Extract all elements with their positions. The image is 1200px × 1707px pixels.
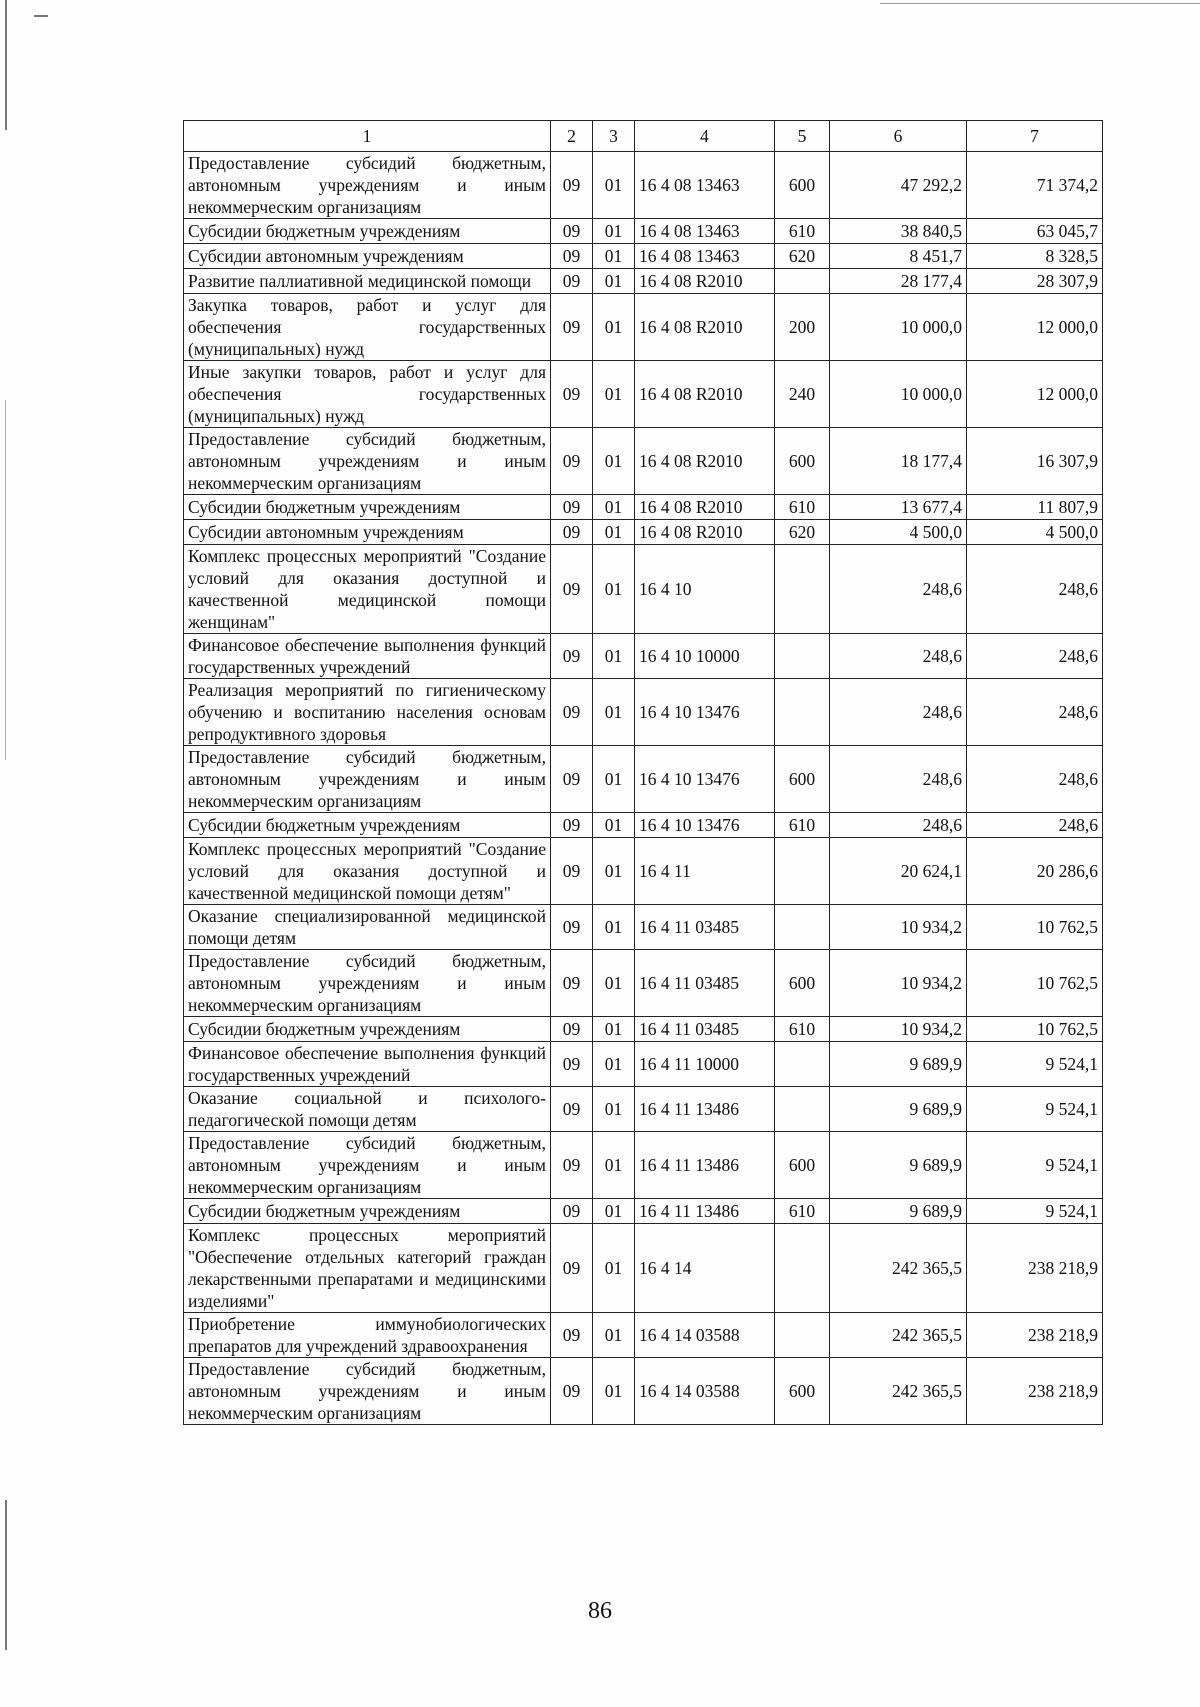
target-article-cell: 16 4 08 R2010 (635, 269, 775, 294)
expense-type-cell (775, 545, 830, 634)
amount-year2-cell: 248,6 (967, 746, 1103, 813)
amount-year1-cell: 10 000,0 (830, 294, 967, 361)
target-article-cell: 16 4 08 13463 (635, 219, 775, 244)
amount-year2-cell: 10 762,5 (967, 1017, 1103, 1042)
amount-year1-cell: 248,6 (830, 746, 967, 813)
table-row (184, 1199, 1103, 1224)
subsection-code-cell: 01 (593, 1132, 635, 1199)
amount-year2-cell: 248,6 (967, 813, 1103, 838)
subsection-code-cell: 01 (593, 1224, 635, 1313)
amount-year2-cell: 71 374,2 (967, 152, 1103, 219)
item-name-cell: Комплекс процессных мероприятий "Создание условий для оказания доступной и качественной медицинской помощи женщинам" (184, 545, 551, 634)
expense-type-cell (775, 634, 830, 679)
target-article-cell: 16 4 08 R2010 (635, 294, 775, 361)
item-name-cell: Предоставление субсидий бюджетным, автономным учреждениям и иным некоммерческим организациям (184, 1132, 551, 1199)
expense-type-cell (775, 1224, 830, 1313)
section-code-cell: 09 (551, 634, 593, 679)
section-code-cell: 09 (551, 1224, 593, 1313)
amount-year2-cell: 248,6 (967, 545, 1103, 634)
target-article-cell: 16 4 10 10000 (635, 634, 775, 679)
target-article-cell: 16 4 10 (635, 545, 775, 634)
amount-year1-cell: 20 624,1 (830, 838, 967, 905)
item-name-cell: Развитие паллиативной медицинской помощи (184, 269, 551, 294)
subsection-code-cell: 01 (593, 1199, 635, 1224)
section-code-cell: 09 (551, 905, 593, 950)
section-code-cell: 09 (551, 1017, 593, 1042)
expense-type-cell: 600 (775, 1132, 830, 1199)
item-name-cell: Субсидии бюджетным учреждениям (184, 813, 551, 838)
target-article-cell: 16 4 14 03588 (635, 1358, 775, 1425)
target-article-cell: 16 4 11 (635, 838, 775, 905)
section-code-cell: 09 (551, 1042, 593, 1087)
table-row (184, 679, 1103, 746)
amount-year1-cell: 10 000,0 (830, 361, 967, 428)
item-name-cell: Финансовое обеспечение выполнения функций государственных учреждений (184, 1042, 551, 1087)
table-row (184, 1017, 1103, 1042)
amount-year1-cell: 10 934,2 (830, 950, 967, 1017)
subsection-code-cell: 01 (593, 219, 635, 244)
expense-type-cell (775, 1313, 830, 1358)
amount-year2-cell: 9 524,1 (967, 1199, 1103, 1224)
expense-type-cell (775, 679, 830, 746)
amount-year1-cell: 9 689,9 (830, 1132, 967, 1199)
section-code-cell: 09 (551, 428, 593, 495)
subsection-code-cell: 01 (593, 545, 635, 634)
subsection-code-cell: 01 (593, 1042, 635, 1087)
amount-year1-cell: 13 677,4 (830, 495, 967, 520)
scan-dash (34, 15, 48, 17)
subsection-code-cell: 01 (593, 1358, 635, 1425)
table-row (184, 361, 1103, 428)
amount-year1-cell: 242 365,5 (830, 1358, 967, 1425)
subsection-code-cell: 01 (593, 269, 635, 294)
amount-year2-cell: 20 286,6 (967, 838, 1103, 905)
subsection-code-cell: 01 (593, 905, 635, 950)
item-name-cell: Закупка товаров, работ и услуг для обеспечения государственных (муниципальных) нужд (184, 294, 551, 361)
table-row (184, 1042, 1103, 1087)
column-header: 6 (830, 121, 967, 152)
amount-year2-cell: 238 218,9 (967, 1224, 1103, 1313)
section-code-cell: 09 (551, 219, 593, 244)
expense-type-cell: 600 (775, 1358, 830, 1425)
expense-type-cell: 200 (775, 294, 830, 361)
amount-year1-cell: 248,6 (830, 634, 967, 679)
budget-table (183, 120, 1103, 1425)
subsection-code-cell: 01 (593, 294, 635, 361)
target-article-cell: 16 4 08 R2010 (635, 520, 775, 545)
amount-year1-cell: 28 177,4 (830, 269, 967, 294)
section-code-cell: 09 (551, 1087, 593, 1132)
scan-margin-line (5, 1500, 7, 1650)
table-row (184, 545, 1103, 634)
subsection-code-cell: 01 (593, 520, 635, 545)
target-article-cell: 16 4 11 03485 (635, 1017, 775, 1042)
section-code-cell: 09 (551, 495, 593, 520)
table-row (184, 950, 1103, 1017)
item-name-cell: Предоставление субсидий бюджетным, автономным учреждениям и иным некоммерческим организациям (184, 1358, 551, 1425)
amount-year2-cell: 11 807,9 (967, 495, 1103, 520)
target-article-cell: 16 4 11 13486 (635, 1199, 775, 1224)
table-header-row (184, 121, 1103, 152)
amount-year1-cell: 10 934,2 (830, 1017, 967, 1042)
item-name-cell: Оказание специализированной медицинской помощи детям (184, 905, 551, 950)
section-code-cell: 09 (551, 950, 593, 1017)
table-row (184, 813, 1103, 838)
target-article-cell: 16 4 10 13476 (635, 746, 775, 813)
amount-year1-cell: 248,6 (830, 813, 967, 838)
scan-margin-line (5, 400, 6, 760)
item-name-cell: Предоставление субсидий бюджетным, автономным учреждениям и иным некоммерческим организациям (184, 152, 551, 219)
target-article-cell: 16 4 14 03588 (635, 1313, 775, 1358)
expense-type-cell: 600 (775, 746, 830, 813)
amount-year1-cell: 242 365,5 (830, 1313, 967, 1358)
amount-year1-cell: 9 689,9 (830, 1087, 967, 1132)
table-row (184, 269, 1103, 294)
target-article-cell: 16 4 11 10000 (635, 1042, 775, 1087)
subsection-code-cell: 01 (593, 361, 635, 428)
expense-type-cell: 610 (775, 495, 830, 520)
item-name-cell: Субсидии бюджетным учреждениям (184, 1199, 551, 1224)
section-code-cell: 09 (551, 746, 593, 813)
column-header: 2 (551, 121, 593, 152)
amount-year2-cell: 12 000,0 (967, 294, 1103, 361)
target-article-cell: 16 4 11 13486 (635, 1087, 775, 1132)
section-code-cell: 09 (551, 152, 593, 219)
section-code-cell: 09 (551, 361, 593, 428)
column-header: 5 (775, 121, 830, 152)
section-code-cell: 09 (551, 545, 593, 634)
amount-year2-cell: 4 500,0 (967, 520, 1103, 545)
table-row (184, 838, 1103, 905)
target-article-cell: 16 4 10 13476 (635, 679, 775, 746)
amount-year1-cell: 248,6 (830, 545, 967, 634)
section-code-cell: 09 (551, 1358, 593, 1425)
item-name-cell: Оказание социальной и психолого-педагогической помощи детям (184, 1087, 551, 1132)
subsection-code-cell: 01 (593, 244, 635, 269)
target-article-cell: 16 4 11 03485 (635, 905, 775, 950)
amount-year1-cell: 10 934,2 (830, 905, 967, 950)
item-name-cell: Комплекс процессных мероприятий "Обеспечение отдельных категорий граждан лекарственными препаратами и медицинскими изделиями" (184, 1224, 551, 1313)
table-row (184, 428, 1103, 495)
subsection-code-cell: 01 (593, 950, 635, 1017)
expense-type-cell (775, 838, 830, 905)
amount-year2-cell: 9 524,1 (967, 1087, 1103, 1132)
subsection-code-cell: 01 (593, 813, 635, 838)
section-code-cell: 09 (551, 679, 593, 746)
table-row (184, 1358, 1103, 1425)
target-article-cell: 16 4 11 13486 (635, 1132, 775, 1199)
table-row (184, 495, 1103, 520)
section-code-cell: 09 (551, 520, 593, 545)
expense-type-cell (775, 1042, 830, 1087)
amount-year1-cell: 18 177,4 (830, 428, 967, 495)
table-row (184, 905, 1103, 950)
table-row (184, 746, 1103, 813)
amount-year1-cell: 38 840,5 (830, 219, 967, 244)
expense-type-cell: 620 (775, 520, 830, 545)
item-name-cell: Иные закупки товаров, работ и услуг для обеспечения государственных (муниципальных) нужд (184, 361, 551, 428)
subsection-code-cell: 01 (593, 1087, 635, 1132)
table-row (184, 294, 1103, 361)
target-article-cell: 16 4 08 13463 (635, 244, 775, 269)
amount-year2-cell: 9 524,1 (967, 1042, 1103, 1087)
subsection-code-cell: 01 (593, 838, 635, 905)
amount-year2-cell: 12 000,0 (967, 361, 1103, 428)
expense-type-cell: 610 (775, 1017, 830, 1042)
table-row (184, 1087, 1103, 1132)
amount-year2-cell: 8 328,5 (967, 244, 1103, 269)
table-row (184, 152, 1103, 219)
item-name-cell: Субсидии автономным учреждениям (184, 244, 551, 269)
expense-type-cell (775, 269, 830, 294)
section-code-cell: 09 (551, 1199, 593, 1224)
column-header: 1 (184, 121, 551, 152)
target-article-cell: 16 4 11 03485 (635, 950, 775, 1017)
subsection-code-cell: 01 (593, 1313, 635, 1358)
section-code-cell: 09 (551, 269, 593, 294)
expense-type-cell: 600 (775, 950, 830, 1017)
amount-year1-cell: 248,6 (830, 679, 967, 746)
column-header: 7 (967, 121, 1103, 152)
target-article-cell: 16 4 08 R2010 (635, 428, 775, 495)
amount-year1-cell: 9 689,9 (830, 1199, 967, 1224)
section-code-cell: 09 (551, 244, 593, 269)
amount-year2-cell: 238 218,9 (967, 1313, 1103, 1358)
column-header: 4 (635, 121, 775, 152)
subsection-code-cell: 01 (593, 746, 635, 813)
amount-year1-cell: 242 365,5 (830, 1224, 967, 1313)
target-article-cell: 16 4 08 13463 (635, 152, 775, 219)
table-row (184, 634, 1103, 679)
section-code-cell: 09 (551, 813, 593, 838)
item-name-cell: Реализация мероприятий по гигиеническому обучению и воспитанию населения основам репродуктивного здоровья (184, 679, 551, 746)
amount-year2-cell: 10 762,5 (967, 905, 1103, 950)
table-row (184, 1224, 1103, 1313)
amount-year1-cell: 8 451,7 (830, 244, 967, 269)
expense-type-cell: 620 (775, 244, 830, 269)
amount-year2-cell: 63 045,7 (967, 219, 1103, 244)
item-name-cell: Субсидии бюджетным учреждениям (184, 219, 551, 244)
subsection-code-cell: 01 (593, 1017, 635, 1042)
table-row (184, 1313, 1103, 1358)
item-name-cell: Финансовое обеспечение выполнения функций государственных учреждений (184, 634, 551, 679)
column-header: 3 (593, 121, 635, 152)
amount-year2-cell: 28 307,9 (967, 269, 1103, 294)
item-name-cell: Предоставление субсидий бюджетным, автономным учреждениям и иным некоммерческим организациям (184, 428, 551, 495)
expense-type-cell: 600 (775, 428, 830, 495)
expense-type-cell: 600 (775, 152, 830, 219)
expense-type-cell: 610 (775, 219, 830, 244)
section-code-cell: 09 (551, 1313, 593, 1358)
table-body (184, 152, 1103, 1425)
amount-year1-cell: 9 689,9 (830, 1042, 967, 1087)
subsection-code-cell: 01 (593, 428, 635, 495)
amount-year2-cell: 238 218,9 (967, 1358, 1103, 1425)
section-code-cell: 09 (551, 294, 593, 361)
expense-type-cell (775, 905, 830, 950)
amount-year1-cell: 47 292,2 (830, 152, 967, 219)
scan-top-line (880, 3, 1200, 4)
table-row (184, 520, 1103, 545)
item-name-cell: Субсидии бюджетным учреждениям (184, 1017, 551, 1042)
target-article-cell: 16 4 08 R2010 (635, 361, 775, 428)
item-name-cell: Приобретение иммунобиологических препаратов для учреждений здравоохранения (184, 1313, 551, 1358)
subsection-code-cell: 01 (593, 152, 635, 219)
table-row (184, 1132, 1103, 1199)
expense-type-cell: 610 (775, 813, 830, 838)
expense-type-cell: 240 (775, 361, 830, 428)
subsection-code-cell: 01 (593, 679, 635, 746)
amount-year2-cell: 10 762,5 (967, 950, 1103, 1017)
expense-type-cell (775, 1087, 830, 1132)
target-article-cell: 16 4 10 13476 (635, 813, 775, 838)
table-row (184, 219, 1103, 244)
subsection-code-cell: 01 (593, 495, 635, 520)
scan-margin-line (5, 0, 7, 130)
amount-year2-cell: 248,6 (967, 634, 1103, 679)
target-article-cell: 16 4 14 (635, 1224, 775, 1313)
amount-year2-cell: 16 307,9 (967, 428, 1103, 495)
amount-year2-cell: 248,6 (967, 679, 1103, 746)
item-name-cell: Предоставление субсидий бюджетным, автономным учреждениям и иным некоммерческим организациям (184, 746, 551, 813)
amount-year2-cell: 9 524,1 (967, 1132, 1103, 1199)
table-row (184, 244, 1103, 269)
item-name-cell: Субсидии бюджетным учреждениям (184, 495, 551, 520)
subsection-code-cell: 01 (593, 634, 635, 679)
section-code-cell: 09 (551, 838, 593, 905)
item-name-cell: Комплекс процессных мероприятий "Создание условий для оказания доступной и качественной медицинской помощи детям" (184, 838, 551, 905)
item-name-cell: Субсидии автономным учреждениям (184, 520, 551, 545)
item-name-cell: Предоставление субсидий бюджетным, автономным учреждениям и иным некоммерческим организациям (184, 950, 551, 1017)
expense-type-cell: 610 (775, 1199, 830, 1224)
amount-year1-cell: 4 500,0 (830, 520, 967, 545)
target-article-cell: 16 4 08 R2010 (635, 495, 775, 520)
page-number: 86 (588, 1598, 612, 1624)
section-code-cell: 09 (551, 1132, 593, 1199)
